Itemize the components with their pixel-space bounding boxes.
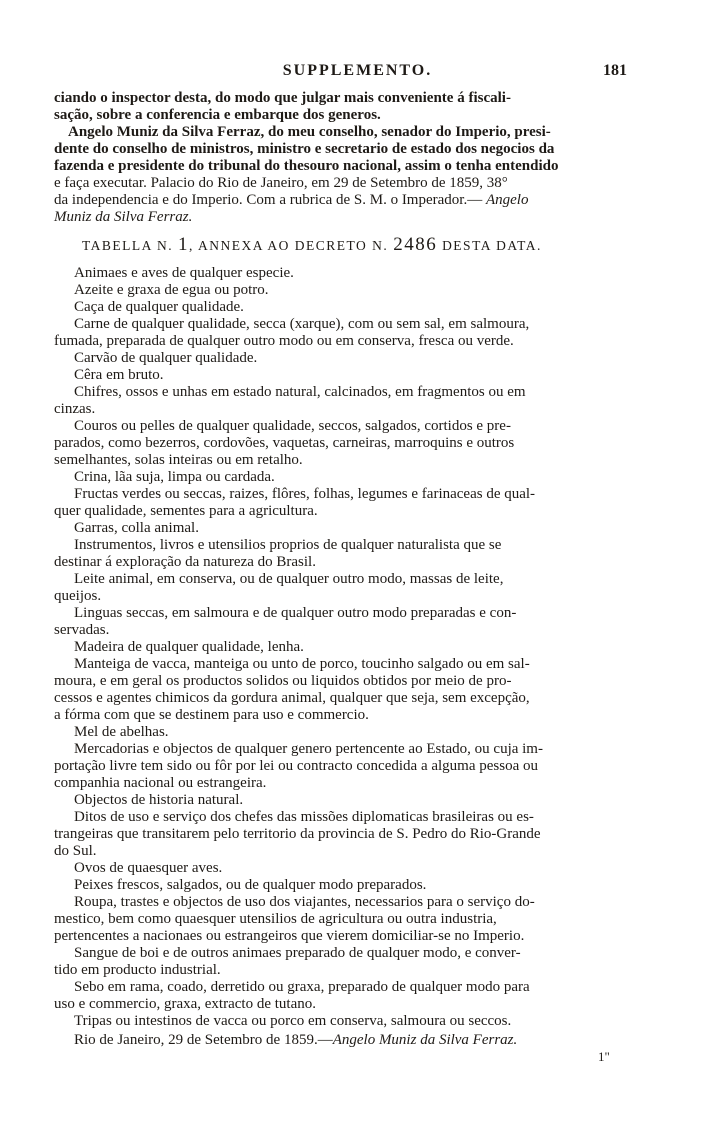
list-item: Manteiga de vacca, manteiga ou unto de porco, toucinho salgado ou em sal- [74, 656, 530, 672]
list-item: Objectos de historia natural. [74, 792, 244, 808]
list-item: do Sul. [54, 843, 97, 859]
decree-line: e faça executar. Palacio do Rio de Janeiro, em 29 de Setembro de 1859, 38° [54, 175, 508, 191]
page-number: 181 [603, 62, 627, 79]
list-item: Leite animal, em conserva, ou de qualquer outro modo, massas de leite, [74, 571, 504, 587]
list-item: portação livre tem sido ou fôr por lei ou contracto concedida a alguma pessoa ou [54, 758, 538, 774]
decree-signature-line: Muniz da Silva Ferraz. [54, 209, 193, 225]
list-item: Tripas ou intestinos de vacca ou porco em conserva, salmoura ou seccos. [74, 1013, 512, 1029]
running-head: SUPPLEMENTO. [282, 62, 433, 79]
list-item: cinzas. [54, 401, 96, 417]
table-heading-text: DESTA DATA. [437, 238, 542, 253]
list-item: destinar á exploração da natureza do Brasil. [54, 554, 316, 570]
list-item: queijos. [54, 588, 102, 604]
table-heading-text: TABELLA N. [82, 238, 179, 253]
list-item: trangeiras que transitarem pelo territorio da provincia de S. Pedro do Rio-Grande [54, 826, 541, 842]
decree-signature: Angelo [485, 192, 529, 208]
list-item: Madeira de qualquer qualidade, lenha. [74, 639, 304, 655]
list-item: semelhantes, solas inteiras ou em retalho. [54, 452, 303, 468]
list-item: servadas. [54, 622, 110, 638]
list-item: Roupa, trastes e objectos de uso dos viajantes, necessarios para o serviço do- [74, 894, 535, 910]
list-item: Garras, colla animal. [74, 520, 199, 536]
decree-line [54, 192, 528, 209]
list-item: pertencentes a nacionaes ou estrangeiros que vierem domiciliar-se no Imperio. [54, 928, 525, 944]
decree-line: fazenda e presidente do tribunal do thesouro nacional, assim o tenha entendido [54, 158, 559, 174]
list-item: Linguas seccas, em salmoura e de qualquer outro modo preparadas e con- [74, 605, 517, 621]
list-item: a fórma com que se destinem para uso e commercio. [54, 707, 369, 723]
list-item: Ditos de uso e serviço dos chefes das missões diplomaticas brasileiras ou es- [74, 809, 534, 825]
list-item: parados, como bezerros, cordovões, vaquetas, carneiras, marroquins e outros [54, 435, 515, 451]
decree-number: 2486 [393, 234, 438, 255]
list-item: Animaes e aves de qualquer especie. [74, 265, 294, 281]
signature-mark: 1" [598, 1049, 610, 1064]
list-item: Mercadorias e objectos de qualquer genero pertencente ao Estado, ou cuja im- [74, 741, 543, 757]
list-item: mestico, bem como quaesquer utensilios de agricultura ou outra industria, [54, 911, 497, 927]
table-heading-text: , ANNEXA AO DECRETO N. [189, 238, 394, 253]
list-item: fumada, preparada de qualquer outro modo ou em conserva, fresca ou verde. [54, 333, 514, 349]
list-item: quer qualidade, sementes para a agricultura. [54, 503, 318, 519]
list-item: tido em producto industrial. [54, 962, 221, 978]
list-item: moura, e em geral os productos solidos ou liquidos obtidos por meio de pro- [54, 673, 512, 689]
list-item: Instrumentos, livros e utensilios proprios de qualquer naturalista que se [74, 537, 502, 553]
page-header [0, 62, 715, 84]
list-item: Ovos de quaesquer aves. [74, 860, 223, 876]
list-item: Fructas verdes ou seccas, raizes, flôres, folhas, legumes e farinaceas de qual- [74, 486, 536, 502]
closing-signature: Angelo Muniz da Silva Ferraz. [332, 1032, 518, 1048]
list-item: Chifres, ossos e unhas em estado natural, calcinados, em fragmentos ou em [74, 384, 526, 400]
decree-line: Angelo Muniz da Silva Ferraz, do meu conselho, senador do Imperio, presi- [68, 124, 551, 140]
list-item: Azeite e graxa de egua ou potro. [74, 282, 269, 298]
decree-line: ciando o inspector desta, do modo que julgar mais conveniente á fiscali- [54, 90, 511, 106]
list-item: Couros ou pelles de qualquer qualidade, seccos, salgados, cortidos e pre- [74, 418, 511, 434]
list-item: uso e commercio, graxa, extracto de tutano. [54, 996, 316, 1012]
list-item: Crina, lãa suja, limpa ou cardada. [74, 469, 275, 485]
table-number: 1 [178, 234, 190, 255]
list-item: Caça de qualquer qualidade. [74, 299, 244, 315]
list-item: cessos e agentes chimicos da gordura animal, qualquer que seja, sem excepção, [54, 690, 530, 706]
decree-line: sação, sobre a conferencia e embarque dos generos. [54, 107, 381, 123]
list-item: Carvão de qualquer qualidade. [74, 350, 258, 366]
list-item: Cêra em bruto. [74, 367, 164, 383]
list-item: Sebo em rama, coado, derretido ou graxa, preparado de qualquer modo para [74, 979, 530, 995]
table-heading [82, 236, 542, 254]
list-item: Carne de qualquer qualidade, secca (xarque), com ou sem sal, em salmoura, [74, 316, 530, 332]
list-item: Sangue de boi e de outros animaes preparado de qualquer modo, e conver- [74, 945, 521, 961]
closing-line [74, 1032, 517, 1049]
decree-line: dente do conselho de ministros, ministro e secretario de estado dos negocios da [54, 141, 555, 157]
decree-text: da independencia e do Imperio. Com a rubrica de S. M. o Imperador.— [54, 192, 486, 208]
list-item: Mel de abelhas. [74, 724, 169, 740]
list-item: companhia nacional ou estrangeira. [54, 775, 267, 791]
closing-date: Rio de Janeiro, 29 de Setembro de 1859.— [74, 1032, 333, 1048]
list-item: Peixes frescos, salgados, ou de qualquer modo preparados. [74, 877, 427, 893]
